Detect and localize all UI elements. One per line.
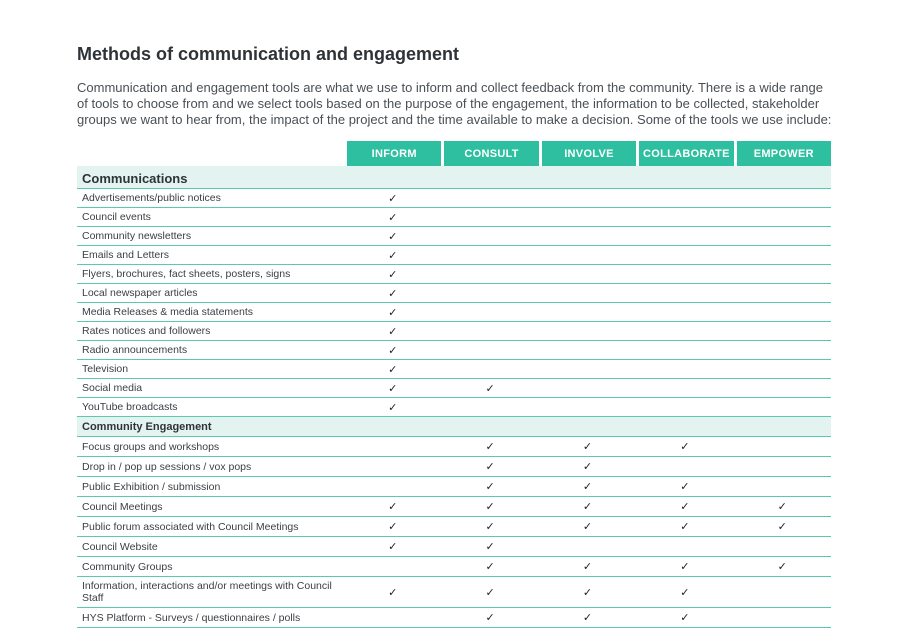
empty-cell: [636, 189, 733, 208]
empty-cell: [441, 341, 538, 360]
check-icon: ✓: [636, 577, 733, 608]
check-icon: ✓: [344, 227, 441, 246]
empty-cell: [636, 360, 733, 379]
empty-cell: [636, 227, 733, 246]
check-icon: ✓: [636, 437, 733, 457]
check-icon: ✓: [344, 537, 441, 557]
table-body: [77, 166, 831, 628]
check-icon: ✓: [441, 477, 538, 497]
check-icon: ✓: [441, 608, 538, 628]
method-label: Community newsletters: [77, 227, 344, 246]
empty-cell: [734, 537, 831, 557]
check-icon: ✓: [441, 517, 538, 537]
empty-cell: [539, 322, 636, 341]
table-row: [77, 303, 831, 322]
table-row: [77, 208, 831, 227]
check-icon: ✓: [344, 360, 441, 379]
empty-cell: [734, 189, 831, 208]
empty-cell: [539, 284, 636, 303]
empty-cell: [636, 379, 733, 398]
table-row: [77, 322, 831, 341]
table-row: [77, 284, 831, 303]
section-row: [77, 417, 831, 437]
empty-cell: [734, 379, 831, 398]
check-icon: ✓: [636, 557, 733, 577]
check-icon: ✓: [344, 517, 441, 537]
method-label: Media Releases & media statements: [77, 303, 344, 322]
check-icon: ✓: [344, 398, 441, 417]
empty-cell: [344, 557, 441, 577]
check-icon: ✓: [441, 577, 538, 608]
table-row: [77, 379, 831, 398]
method-label: Council Website: [77, 537, 344, 557]
check-icon: ✓: [344, 303, 441, 322]
empty-cell: [441, 303, 538, 322]
method-label: YouTube broadcasts: [77, 398, 344, 417]
check-icon: ✓: [344, 497, 441, 517]
section-heading: Community Engagement: [77, 417, 831, 437]
method-label: Public Exhibition / submission: [77, 477, 344, 497]
check-icon: ✓: [734, 497, 831, 517]
empty-cell: [539, 208, 636, 227]
check-icon: ✓: [344, 322, 441, 341]
empty-cell: [636, 303, 733, 322]
header-blank-cell: [77, 141, 344, 166]
check-icon: ✓: [539, 497, 636, 517]
check-icon: ✓: [539, 557, 636, 577]
method-label: Television: [77, 360, 344, 379]
table-row: [77, 437, 831, 457]
empty-cell: [441, 322, 538, 341]
method-label: Flyers, brochures, fact sheets, posters, signs: [77, 265, 344, 284]
empty-cell: [539, 379, 636, 398]
method-label: Local newspaper articles: [77, 284, 344, 303]
empty-cell: [636, 208, 733, 227]
check-icon: ✓: [636, 477, 733, 497]
empty-cell: [539, 537, 636, 557]
column-header-collaborate: COLLABORATE: [636, 141, 733, 166]
method-label: Council events: [77, 208, 344, 227]
method-label: Focus groups and workshops: [77, 437, 344, 457]
table-row: [77, 577, 831, 608]
method-label: HYS Platform - Surveys / questionnaires / polls: [77, 608, 344, 628]
empty-cell: [441, 265, 538, 284]
empty-cell: [539, 189, 636, 208]
table-row: [77, 227, 831, 246]
empty-cell: [539, 360, 636, 379]
check-icon: ✓: [344, 284, 441, 303]
method-label: Community Groups: [77, 557, 344, 577]
empty-cell: [441, 398, 538, 417]
empty-cell: [734, 208, 831, 227]
table-row: [77, 341, 831, 360]
column-header-consult: CONSULT: [441, 141, 538, 166]
table-row: [77, 265, 831, 284]
check-icon: ✓: [441, 537, 538, 557]
check-icon: ✓: [636, 497, 733, 517]
empty-cell: [441, 284, 538, 303]
empty-cell: [539, 303, 636, 322]
check-icon: ✓: [344, 189, 441, 208]
table-row: [77, 360, 831, 379]
intro-paragraph: Communication and engagement tools are what we use to inform and collect feedback from the community. There is a wide range of tools to choose from and we select tools based on the purpose of the engagement, the information to be collected, stakeholder groups we want to hear from, the impact of the project and the time available to make a decision. Some of the tools we use include:: [77, 80, 832, 127]
section-heading: Communications: [77, 166, 831, 189]
empty-cell: [734, 341, 831, 360]
method-label: Public forum associated with Council Meetings: [77, 517, 344, 537]
empty-cell: [734, 284, 831, 303]
check-icon: ✓: [441, 557, 538, 577]
empty-cell: [734, 322, 831, 341]
empty-cell: [734, 457, 831, 477]
check-icon: ✓: [539, 477, 636, 497]
check-icon: ✓: [539, 437, 636, 457]
check-icon: ✓: [539, 608, 636, 628]
check-icon: ✓: [441, 437, 538, 457]
empty-cell: [539, 341, 636, 360]
methods-table: [77, 141, 831, 628]
table-row: [77, 537, 831, 557]
section-row: [77, 166, 831, 189]
check-icon: ✓: [441, 457, 538, 477]
table-row: [77, 457, 831, 477]
empty-cell: [441, 246, 538, 265]
empty-cell: [734, 437, 831, 457]
empty-cell: [734, 265, 831, 284]
column-header-involve: INVOLVE: [539, 141, 636, 166]
empty-cell: [539, 265, 636, 284]
method-label: Information, interactions and/or meetings with Council Staff: [77, 577, 344, 608]
empty-cell: [441, 360, 538, 379]
empty-cell: [441, 208, 538, 227]
check-icon: ✓: [539, 577, 636, 608]
method-label: Radio announcements: [77, 341, 344, 360]
table-row: [77, 189, 831, 208]
empty-cell: [734, 477, 831, 497]
check-icon: ✓: [441, 379, 538, 398]
check-icon: ✓: [344, 577, 441, 608]
check-icon: ✓: [344, 341, 441, 360]
empty-cell: [734, 360, 831, 379]
empty-cell: [539, 398, 636, 417]
column-header-inform: INFORM: [344, 141, 441, 166]
empty-cell: [636, 284, 733, 303]
methods-table-container: [77, 141, 831, 628]
empty-cell: [344, 608, 441, 628]
empty-cell: [636, 322, 733, 341]
check-icon: ✓: [539, 457, 636, 477]
check-icon: ✓: [344, 246, 441, 265]
method-label: Rates notices and followers: [77, 322, 344, 341]
column-header-empower: EMPOWER: [734, 141, 831, 166]
page-title: Methods of communication and engagement: [77, 44, 460, 64]
empty-cell: [539, 246, 636, 265]
table-row: [77, 517, 831, 537]
empty-cell: [636, 246, 733, 265]
empty-cell: [734, 227, 831, 246]
check-icon: ✓: [636, 608, 733, 628]
empty-cell: [734, 398, 831, 417]
table-row: [77, 398, 831, 417]
empty-cell: [734, 303, 831, 322]
empty-cell: [344, 437, 441, 457]
table-row: [77, 608, 831, 628]
table-row: [77, 557, 831, 577]
empty-cell: [344, 477, 441, 497]
table-row: [77, 246, 831, 265]
check-icon: ✓: [539, 517, 636, 537]
check-icon: ✓: [344, 265, 441, 284]
header-row: [77, 141, 831, 166]
check-icon: ✓: [734, 517, 831, 537]
table-row: [77, 477, 831, 497]
empty-cell: [734, 608, 831, 628]
check-icon: ✓: [734, 557, 831, 577]
method-label: Drop in / pop up sessions / vox pops: [77, 457, 344, 477]
empty-cell: [636, 398, 733, 417]
empty-cell: [636, 341, 733, 360]
method-label: Social media: [77, 379, 344, 398]
empty-cell: [734, 577, 831, 608]
check-icon: ✓: [344, 208, 441, 227]
method-label: Emails and Letters: [77, 246, 344, 265]
empty-cell: [734, 246, 831, 265]
empty-cell: [441, 189, 538, 208]
method-label: Advertisements/public notices: [77, 189, 344, 208]
empty-cell: [636, 537, 733, 557]
check-icon: ✓: [344, 379, 441, 398]
check-icon: ✓: [441, 497, 538, 517]
empty-cell: [539, 227, 636, 246]
method-label: Council Meetings: [77, 497, 344, 517]
check-icon: ✓: [636, 517, 733, 537]
table-row: [77, 497, 831, 517]
empty-cell: [636, 457, 733, 477]
empty-cell: [344, 457, 441, 477]
empty-cell: [636, 265, 733, 284]
empty-cell: [441, 227, 538, 246]
